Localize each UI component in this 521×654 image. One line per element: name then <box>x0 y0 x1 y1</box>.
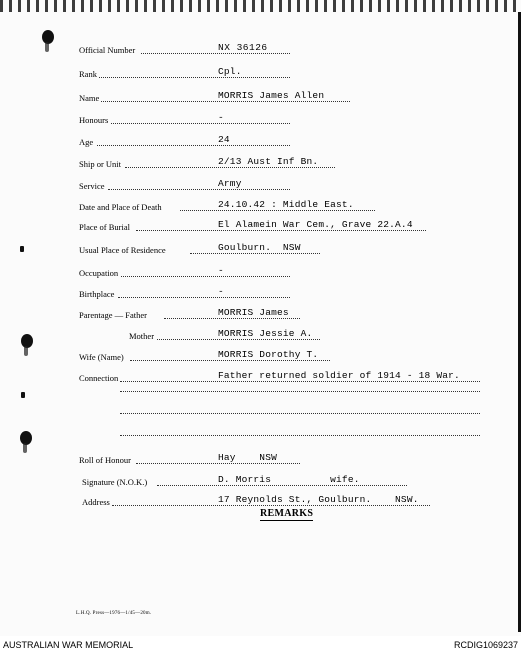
field-value: 24.10.42 : Middle East. <box>218 199 354 210</box>
field-value: MORRIS James <box>218 307 289 318</box>
field-line <box>99 77 290 78</box>
field-rank <box>0 62 521 80</box>
field-value: MORRIS Jessie A. <box>218 328 313 339</box>
field-label: Occupation <box>79 268 119 278</box>
field-value: NX 36126 <box>218 42 268 53</box>
field-value: 17 Reynolds St., Goulburn. NSW. <box>218 494 419 505</box>
field-label: Official Number <box>79 45 136 55</box>
blank-line <box>120 391 480 392</box>
field-value: D. Morris wife. <box>218 474 360 485</box>
field-value: Goulburn. NSW <box>218 242 301 253</box>
field-line <box>121 276 290 277</box>
field-label: Date and Place of Death <box>79 202 162 212</box>
field-label: Usual Place of Residence <box>79 245 166 255</box>
field-value: Army <box>218 178 242 189</box>
field-value: - <box>218 286 224 297</box>
field-label: Parentage — Father <box>79 310 147 320</box>
field-value: 24 <box>218 134 230 145</box>
archive-footer <box>0 636 521 654</box>
field-date-place-of-death <box>0 195 521 213</box>
field-line <box>180 210 375 211</box>
field-line <box>120 381 480 382</box>
field-wife <box>0 345 521 363</box>
field-line <box>164 318 300 319</box>
field-label: Age <box>79 137 94 147</box>
field-ship-or-unit <box>0 152 521 170</box>
field-value: - <box>218 265 224 276</box>
field-mother <box>0 324 521 342</box>
field-label: Rank <box>79 69 97 79</box>
field-place-of-burial <box>0 215 521 233</box>
record-id: RCDIG1069237 <box>453 640 518 650</box>
field-line <box>118 297 290 298</box>
field-line <box>97 145 290 146</box>
scan-top-edge <box>0 0 521 12</box>
field-label: Mother <box>129 331 155 341</box>
field-value: MORRIS James Allen <box>218 90 325 101</box>
field-line <box>136 463 300 464</box>
field-label: Connection <box>79 373 119 383</box>
field-label: Address <box>82 497 110 507</box>
field-line <box>101 101 350 102</box>
field-label: Roll of Honour <box>79 455 131 465</box>
field-occupation <box>0 261 521 279</box>
remarks-heading: REMARKS <box>260 508 314 519</box>
field-official-number <box>0 38 521 56</box>
field-value: El Alamein War Cem., Grave 22.A.4 <box>218 219 413 230</box>
field-label: Name <box>79 93 100 103</box>
field-connection <box>0 366 521 384</box>
field-signature-nok <box>0 470 521 488</box>
printer-note: L.H.Q. Press—1976—1/45—20m. <box>76 611 152 616</box>
field-line <box>111 123 290 124</box>
field-line <box>190 253 320 254</box>
field-age <box>0 130 521 148</box>
field-label: Honours <box>79 115 109 125</box>
field-label: Signature (N.O.K.) <box>82 477 148 487</box>
field-value: 2/13 Aust Inf Bn. <box>218 156 319 167</box>
field-line <box>157 339 320 340</box>
field-birthplace <box>0 282 521 300</box>
field-service <box>0 174 521 192</box>
field-label: Birthplace <box>79 289 115 299</box>
punch-mark-2 <box>21 392 25 398</box>
field-value: MORRIS Dorothy T. <box>218 349 319 360</box>
field-line <box>157 485 407 486</box>
field-name <box>0 86 521 104</box>
field-line <box>130 360 330 361</box>
field-line <box>125 167 335 168</box>
field-label: Service <box>79 181 105 191</box>
field-label: Ship or Unit <box>79 159 122 169</box>
field-roll-of-honour <box>0 448 521 466</box>
blank-line <box>120 413 480 414</box>
punch-hole-bottom <box>20 431 32 445</box>
field-usual-residence <box>0 238 521 256</box>
field-value: - <box>218 112 224 123</box>
field-label: Wife (Name) <box>79 352 124 362</box>
field-value: Hay NSW <box>218 452 278 463</box>
field-value: Father returned soldier of 1914 - 18 War. <box>218 370 460 381</box>
field-value: Cpl. <box>218 66 242 77</box>
field-line <box>136 230 426 231</box>
blank-line <box>120 435 480 436</box>
field-line <box>141 53 290 54</box>
field-address <box>0 490 521 508</box>
field-line <box>108 189 290 190</box>
archive-name: AUSTRALIAN WAR MEMORIAL <box>3 640 134 650</box>
field-line <box>112 505 430 506</box>
field-father <box>0 303 521 321</box>
field-honours <box>0 108 521 126</box>
field-label: Place of Burial <box>79 222 130 232</box>
